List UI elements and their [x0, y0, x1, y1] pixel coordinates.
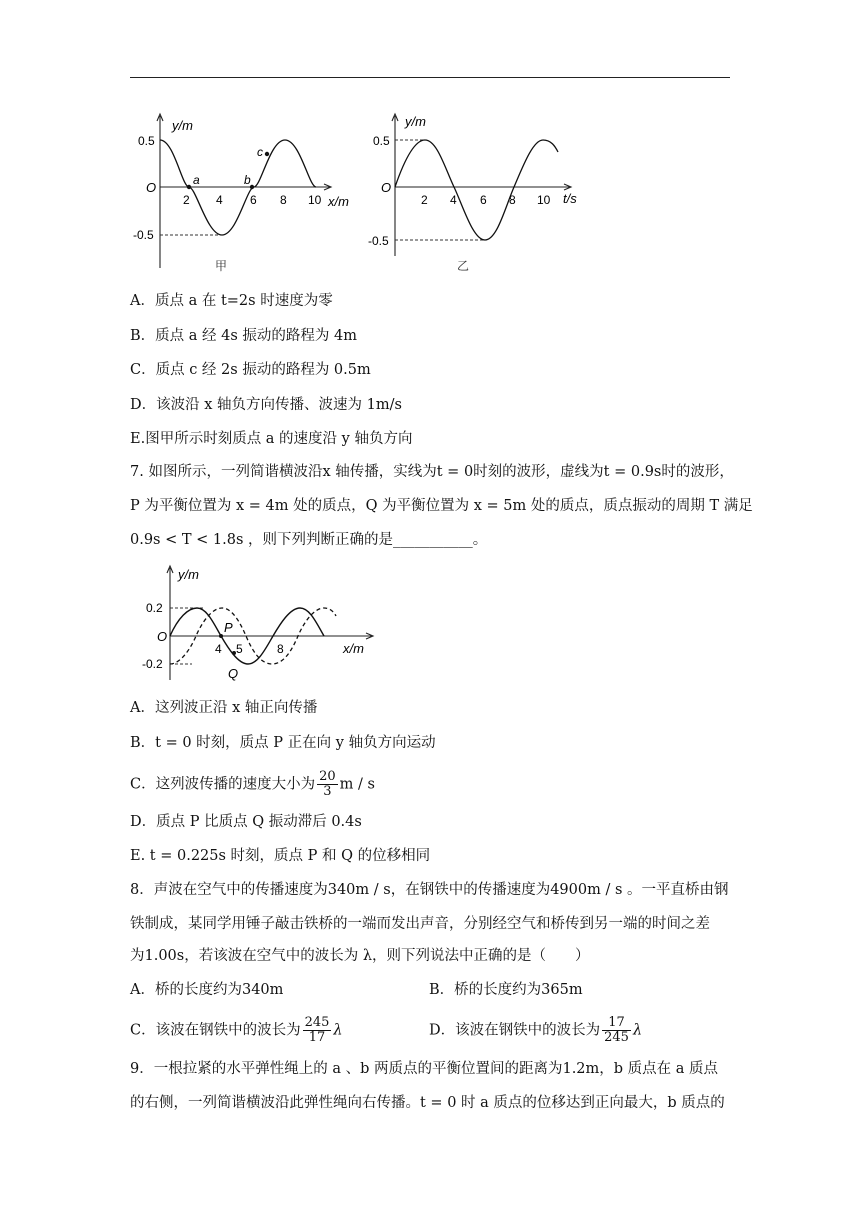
q6-option-c: C．质点 c 经 2s 振动的路程为 0.5m [130, 362, 371, 378]
yi-origin: O [381, 180, 392, 195]
q8-d-denominator: 245 [604, 1030, 629, 1045]
q7-ytick-2: -0.2 [142, 657, 163, 671]
yi-xtick-1: 2 [421, 193, 428, 207]
q7-option-c [130, 770, 375, 799]
q7-c-denominator: 3 [323, 784, 332, 799]
q7-xtick-3: 8 [277, 642, 284, 656]
yi-ytick-2: -0.5 [368, 234, 389, 248]
jia-origin: O [146, 180, 157, 195]
wave-yi [395, 140, 558, 240]
jia-xtick-2: 4 [216, 193, 223, 207]
q7-option-c-fraction [317, 770, 338, 799]
q8-option-d-fraction [602, 1016, 631, 1045]
q7-stem-1d: 时刻的波形，虚线为 [473, 464, 604, 480]
figure-yi [365, 108, 595, 276]
q7-stem-1f: 时的波形， [661, 464, 734, 480]
q7-c-numerator: 20 [319, 769, 336, 784]
q8-stem-line-2: 铁制成，某同学用锤子敲击铁桥的一端而发出声音，分别经空气和桥传到另一端的时间之差 [130, 916, 710, 932]
q7-y-label: y/m [178, 567, 199, 582]
q7-stem-1e: t = 0.9s [603, 464, 662, 480]
q7-point-p: P [224, 620, 233, 635]
q8-stem-line-3: 为1.00s，若该波在空气中的波长为 λ，则下列说法中正确的是（ ） [130, 948, 590, 964]
q7-option-c-unit: m / s [339, 776, 375, 793]
header-rule [130, 77, 730, 78]
jia-point-b: b [244, 173, 251, 187]
q7-xtick-2: 5 [236, 642, 243, 656]
q7-option-d: D．质点 P 比质点 Q 振动滞后 0.4s [130, 814, 362, 830]
q6-option-a: A．质点 a 在 t=2s 时速度为零 [130, 293, 333, 309]
q7-stem-line-3: 0.9s < T < 1.8s ，则下列判断正确的是___________。 [130, 532, 488, 548]
q7-option-b: B．t = 0 时刻，质点 P 正在向 y 轴负方向运动 [130, 735, 436, 751]
q7-point-q: Q [228, 666, 239, 681]
jia-point-c: c [257, 145, 263, 159]
yi-y-label: y/m [405, 114, 426, 129]
q8-option-a: A．桥的长度约为340m [130, 982, 284, 998]
q8-c-numerator: 245 [304, 1015, 330, 1030]
yi-caption: 乙 [457, 259, 470, 273]
figure-jia [130, 108, 370, 276]
q7-stem-1b: x 轴传播，实线为 [322, 464, 437, 480]
jia-xtick-4: 8 [280, 193, 287, 207]
jia-ytick-2: -0.5 [133, 228, 154, 242]
q7-stem-line-1 [130, 462, 734, 482]
q7-ytick-1: 0.2 [146, 601, 163, 615]
q7-figure [140, 562, 380, 684]
q6-option-b: B．质点 a 经 4s 振动的路程为 4m [130, 328, 357, 344]
q6-option-d: D．该波沿 x 轴负方向传播、波速为 1m/s [130, 397, 402, 413]
q8-option-c-text: C．该波在钢铁中的波长为 [130, 1022, 301, 1039]
q6-option-e: E.图甲所示时刻质点 a 的速度沿 y 轴负方向 [130, 431, 413, 447]
q7-stem-1a: 7. 如图所示，一列简谐横波沿 [130, 464, 323, 480]
jia-ytick-1: 0.5 [138, 134, 155, 148]
q9-stem-line-1: 9．一根拉紧的水平弹性绳上的 a 、b 两质点的平衡位置间的距离为1.2m，b 质点在 a 质点 [130, 1061, 719, 1077]
q7-stem-1c: t = 0 [436, 464, 474, 480]
jia-point-a: a [193, 173, 200, 187]
q7-option-a: A．这列波正沿 x 轴正向传播 [130, 700, 318, 716]
q8-option-c-lambda: λ [333, 1022, 343, 1039]
q8-option-d-lambda: λ [632, 1022, 643, 1039]
yi-x-label: t/s [563, 191, 577, 206]
jia-xtick-1: 2 [183, 193, 190, 207]
yi-xtick-4: 8 [509, 193, 516, 207]
q8-option-b: B．桥的长度约为365m [429, 982, 583, 998]
q7-stem-line-2: P 为平衡位置为 x = 4m 处的质点，Q 为平衡位置为 x = 5m 处的质点，质点振动的周期 T 满足 [130, 498, 753, 514]
q7-xtick-1: 4 [215, 642, 222, 656]
q8-d-numerator: 17 [602, 1016, 631, 1031]
jia-y-label: y/m [172, 118, 193, 133]
q8-option-d [429, 1016, 642, 1045]
jia-x-label: x/m [328, 194, 349, 209]
yi-xtick-2: 4 [450, 193, 457, 207]
jia-caption: 甲 [215, 259, 228, 273]
q8-option-c [130, 1016, 343, 1045]
q7-option-c-text: C．这列波传播的速度大小为 [130, 776, 316, 793]
q9-stem-line-2: 的右侧，一列简谐横波沿此弹性绳向右传播。t = 0 时 a 质点的位移达到正向最大，b 质点的 [130, 1095, 725, 1111]
q8-stem-line-1: 8．声波在空气中的传播速度为340m / s，在钢铁中的传播速度为4900m / s 。一平直桥由钢 [130, 882, 729, 898]
q8-c-denominator: 17 [308, 1030, 326, 1045]
yi-xtick-3: 6 [480, 193, 487, 207]
q7-x-label: x/m [343, 641, 364, 656]
jia-xtick-3: 6 [250, 193, 257, 207]
q7-origin: O [157, 629, 168, 644]
yi-xtick-5: 10 [537, 193, 551, 207]
q7-option-e: E. t = 0.225s 时刻，质点 P 和 Q 的位移相同 [130, 848, 431, 864]
q8-option-c-fraction [303, 1016, 332, 1045]
q8-option-d-text: D．该波在钢铁中的波长为 [429, 1022, 601, 1039]
jia-xtick-5: 10 [308, 193, 322, 207]
yi-ytick-1: 0.5 [373, 134, 390, 148]
